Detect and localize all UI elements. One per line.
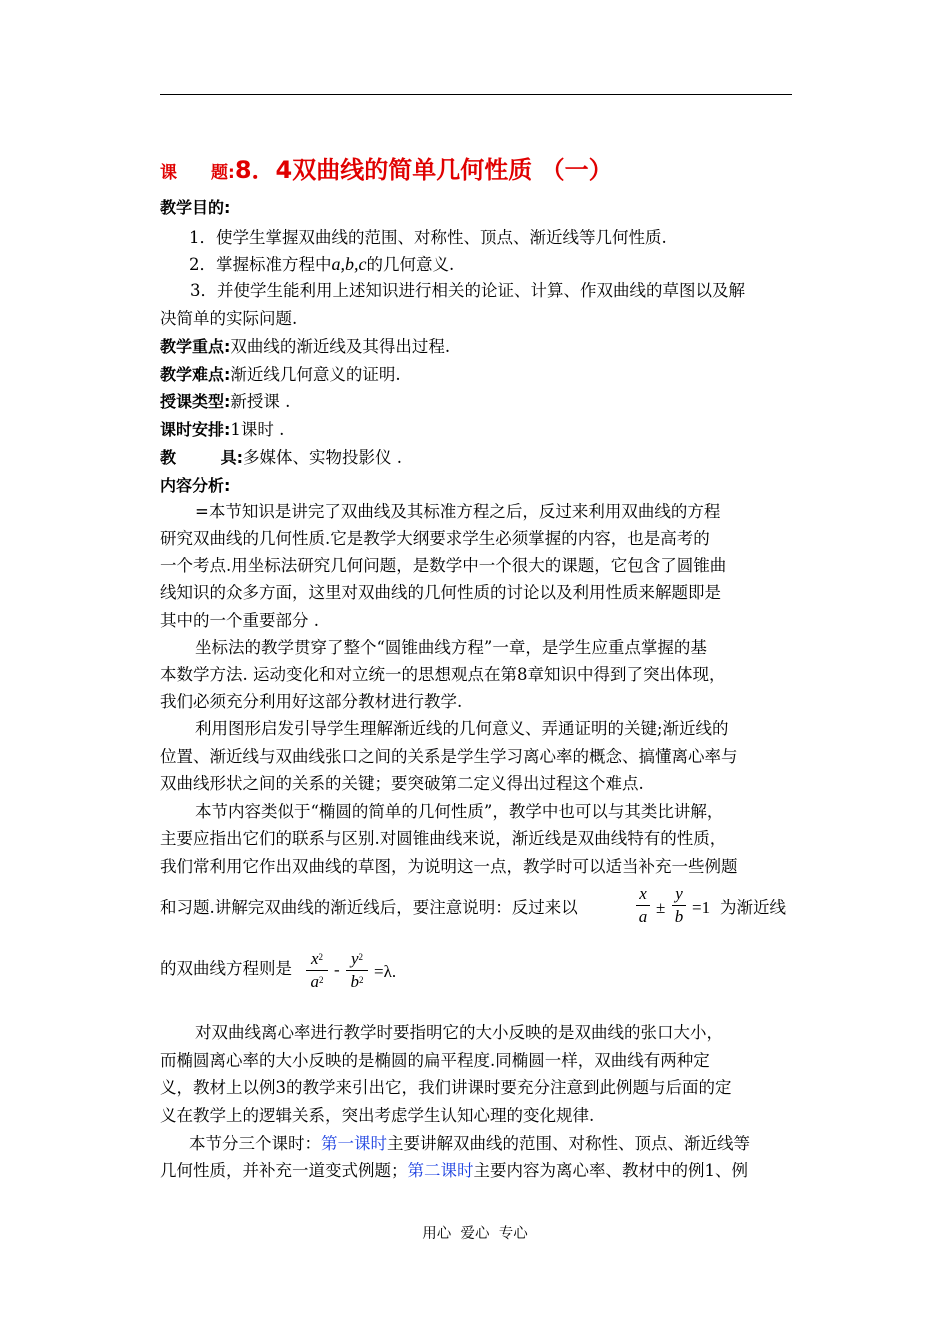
formula1-frac-y: y b	[672, 884, 686, 927]
lesson-title	[160, 150, 613, 185]
tools-text: 多媒体、实物投影仪 .	[242, 448, 402, 467]
p4-line4-post: 为渐近线	[720, 898, 786, 917]
p1-line: 研究双曲线的几何性质.它是教学大纲要求学生必须掌握的内容，也是高考的	[160, 529, 710, 548]
hours-row	[160, 420, 284, 440]
header-rule	[160, 94, 792, 95]
p4-line5-pre: 的双曲线方程则是	[160, 959, 292, 978]
title-text: 8．4双曲线的简单几何性质 （一）	[234, 156, 613, 184]
hours-text: 1课时 .	[230, 420, 285, 439]
tools-row	[160, 448, 402, 468]
goal-2: 2．掌握标准方程中a,b,c的几何意义.	[189, 254, 455, 274]
focus-label: 教学重点:	[160, 337, 231, 356]
type-label: 授课类型:	[160, 392, 231, 411]
difficulty-label: 教学难点:	[160, 365, 231, 384]
p5-line: 而椭圆离心率的大小反映的是椭圆的扁平程度.同椭圆一样，双曲线有两种定	[160, 1051, 710, 1070]
p3-line: 利用图形启发引导学生理解渐近线的几何意义、弄通证明的关键;渐近线的	[195, 719, 729, 738]
p1-line: 线知识的众多方面，这里对双曲线的几何性质的讨论以及利用性质来解题即是	[160, 583, 721, 602]
title-label-b: 题:	[211, 163, 235, 183]
p3-line: 位置、渐近线与双曲线张口之间的关系是学生学习离心率的概念、搞懂离心率与	[160, 747, 738, 766]
page-footer: 用心 爱心 专心	[422, 1226, 528, 1242]
goals-heading: 教学目的:	[160, 198, 231, 217]
link-lesson-2[interactable]: 第二课时	[407, 1161, 474, 1180]
formula2-frac-x: $x^2$ $a^2$	[306, 949, 328, 992]
tools-label: 教 具:	[160, 448, 243, 467]
link-lesson-1[interactable]: 第一课时	[321, 1134, 387, 1153]
p2-line: 本数学方法. 运动变化和对立统一的思想观点在第8章知识中得到了突出体现，	[160, 665, 726, 684]
formula1-plusminus: ±	[656, 898, 666, 917]
goal-1: 1．使学生掌握双曲线的范围、对称性、顶点、渐近线等几何性质.	[189, 228, 667, 247]
analysis-label: 内容分析:	[160, 476, 231, 495]
p5-line: 义，教材上以例3的教学来引出它，我们讲课时要充分注意到此例题与后面的定	[160, 1078, 732, 1097]
p2-line: 我们必须充分利用好这部分教材进行教学.	[160, 692, 463, 711]
goal-3b: 决简单的实际问题.	[160, 309, 298, 328]
focus-row	[160, 337, 450, 357]
hours-label: 课时安排:	[160, 420, 231, 439]
difficulty-row	[160, 365, 401, 385]
p5-line: 对双曲线离心率进行教学时要指明它的大小反映的是双曲线的张口大小，	[195, 1023, 723, 1042]
type-row	[160, 392, 290, 412]
formula2-frac-y: $y^2$ $b^2$	[346, 949, 368, 992]
formula1-eq: =1	[692, 898, 711, 917]
goal-3a: 3．并使学生能利用上述知识进行相关的论证、计算、作双曲线的草图以及解	[190, 281, 745, 300]
title-label-a: 课	[160, 163, 177, 183]
formula2-minus: -	[334, 960, 340, 979]
p6-line-b: 几何性质，并补充一道变式例题；第二课时主要内容为离心率、教材中的例1、例	[160, 1161, 748, 1180]
p4-line: 主要应指出它们的联系与区别.对圆锥曲线来说，渐近线是双曲线特有的性质，	[160, 829, 727, 848]
type-text: 新授课 .	[230, 392, 291, 411]
p1-line: 一个考点.用坐标法研究几何问题，是数学中一个很大的课题，它包含了圆锥曲	[160, 556, 727, 575]
p1-line: 其中的一个重要部分 .	[160, 611, 319, 630]
goal-2-vars: a,b,c	[331, 254, 367, 274]
p4-line: 我们常利用它作出双曲线的草图，为说明这一点，教学时可以适当补充一些例题	[160, 857, 738, 876]
formula2-eq: =λ.	[374, 962, 397, 981]
p4-line: 本节内容类似于“椭圆的简单的几何性质”，教学中也可以与其类比讲解，	[195, 802, 724, 821]
p5-line: 义在教学上的逻辑关系，突出考虑学生认知心理的变化规律.	[160, 1106, 595, 1125]
p3-line: 双曲线形状之间的关系的关键；要突破第二定义得出过程这个难点.	[160, 774, 644, 793]
p1-line: =本节知识是讲完了双曲线及其标准方程之后，反过来利用双曲线的方程	[195, 502, 721, 521]
p4-line4-pre: 和习题.讲解完双曲线的渐近线后，要注意说明：反过来以	[160, 898, 578, 917]
p2-line: 坐标法的教学贯穿了整个“圆锥曲线方程”一章，是学生应重点掌握的基	[195, 638, 707, 657]
formula1-frac-x: x a	[636, 884, 650, 927]
p6-line-a: 本节分三个课时：第一课时主要讲解双曲线的范围、对称性、顶点、渐近线等	[189, 1134, 750, 1153]
focus-text: 双曲线的渐近线及其得出过程.	[230, 337, 451, 356]
difficulty-text: 渐近线几何意义的证明.	[230, 365, 401, 384]
